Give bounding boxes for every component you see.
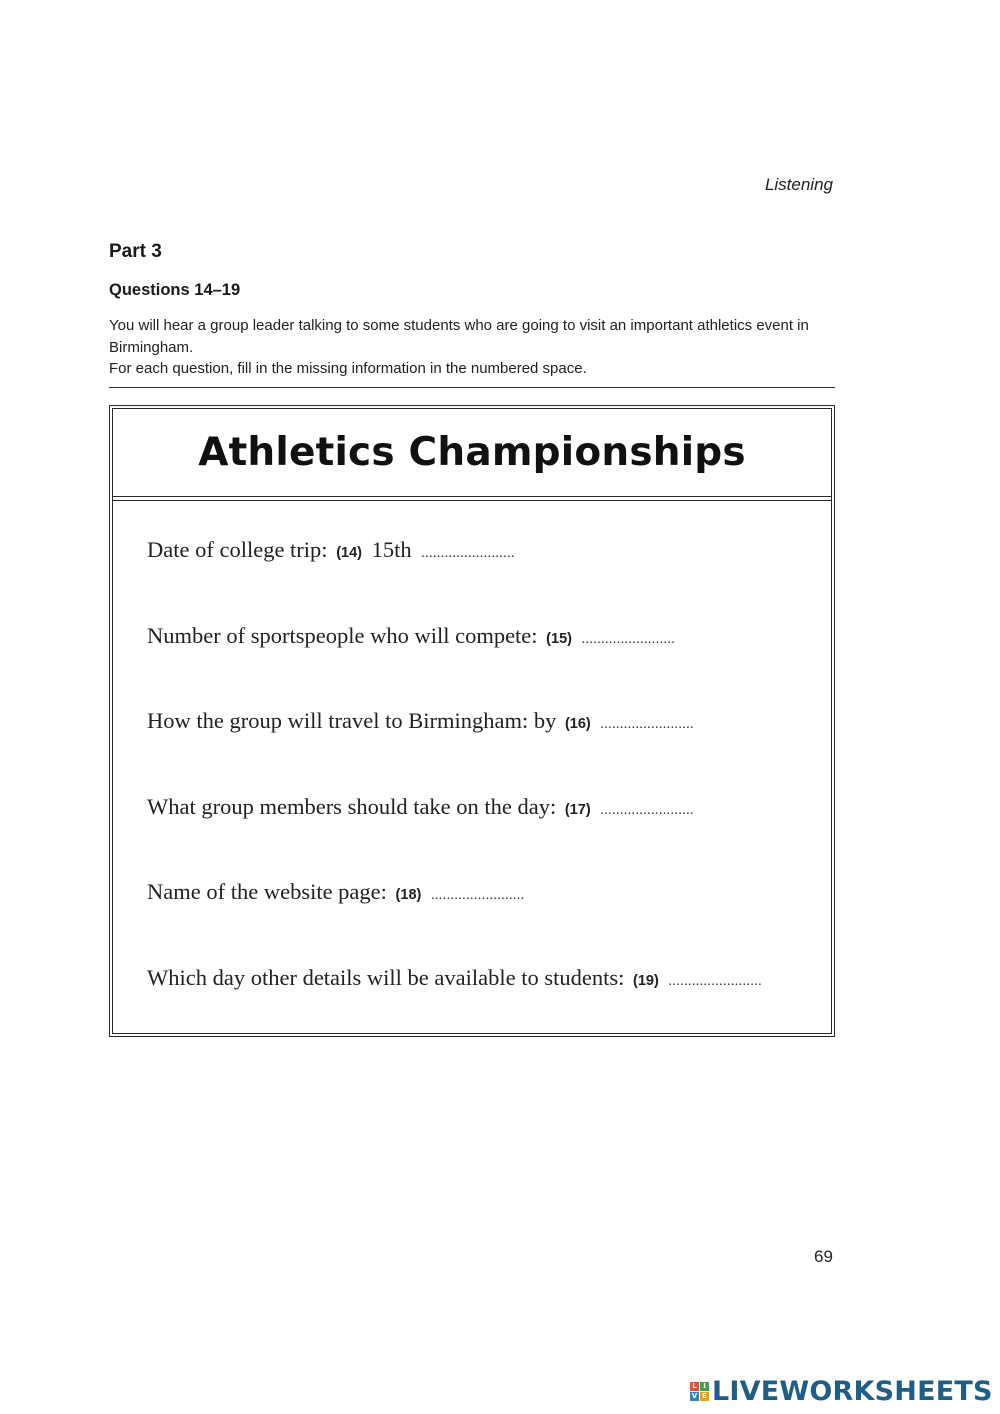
question-number: (18) [395,887,422,903]
form-box [109,405,835,1037]
logo-letter: I [700,1382,709,1391]
answer-blank[interactable]: ........................ [430,888,525,903]
question-19 [147,965,762,991]
instruction-line: For each question, fill in the missing information in the numbered space. [109,360,587,377]
example-answer: 15th [371,537,412,562]
question-number: (17) [564,802,591,818]
instructions [109,315,839,380]
brand-name: LIVEWORKSHEETS [712,1376,993,1407]
question-14 [147,537,515,563]
question-label: Date of college trip: [147,537,328,562]
question-label: How the group will travel to Birmingham: by [147,708,557,733]
form-title: Athletics Championships [198,430,746,475]
form-header [113,409,831,497]
question-number: (19) [633,973,659,989]
logo-letter: L [690,1382,699,1391]
questions-range: Questions 14–19 [109,281,241,299]
question-15 [147,623,675,649]
answer-blank[interactable]: ........................ [600,717,694,732]
logo-letter: E [700,1392,709,1401]
answer-blank[interactable]: ........................ [600,803,694,818]
question-16 [147,708,694,734]
page-number: 69 [814,1247,833,1266]
question-label: Number of sportspeople who will compete: [147,623,538,648]
question-label: Which day other details will be available to students: [147,965,625,990]
answer-blank[interactable]: ........................ [668,974,763,989]
question-17 [147,794,694,820]
liveworksheets-brand[interactable] [690,1376,993,1407]
question-label: What group members should take on the day: [147,794,557,819]
logo-letter: V [691,1392,698,1400]
question-number: (15) [546,631,572,647]
section-label: Listening [764,175,833,194]
form-header-divider [113,500,831,501]
answer-blank[interactable]: ........................ [581,632,676,647]
liveworksheets-logo-icon [690,1382,709,1401]
question-number: (16) [564,716,591,732]
question-18 [147,879,525,905]
form-inner-border [112,408,832,1034]
divider [109,387,835,388]
instruction-line: You will hear a group leader talking to some students who are going to visit an important athletics event in Birmingham. [109,317,809,356]
question-number: (14) [336,545,362,561]
part-title: Part 3 [109,241,162,262]
answer-blank[interactable]: ........................ [421,546,515,561]
question-label: Name of the website page: [147,879,387,904]
